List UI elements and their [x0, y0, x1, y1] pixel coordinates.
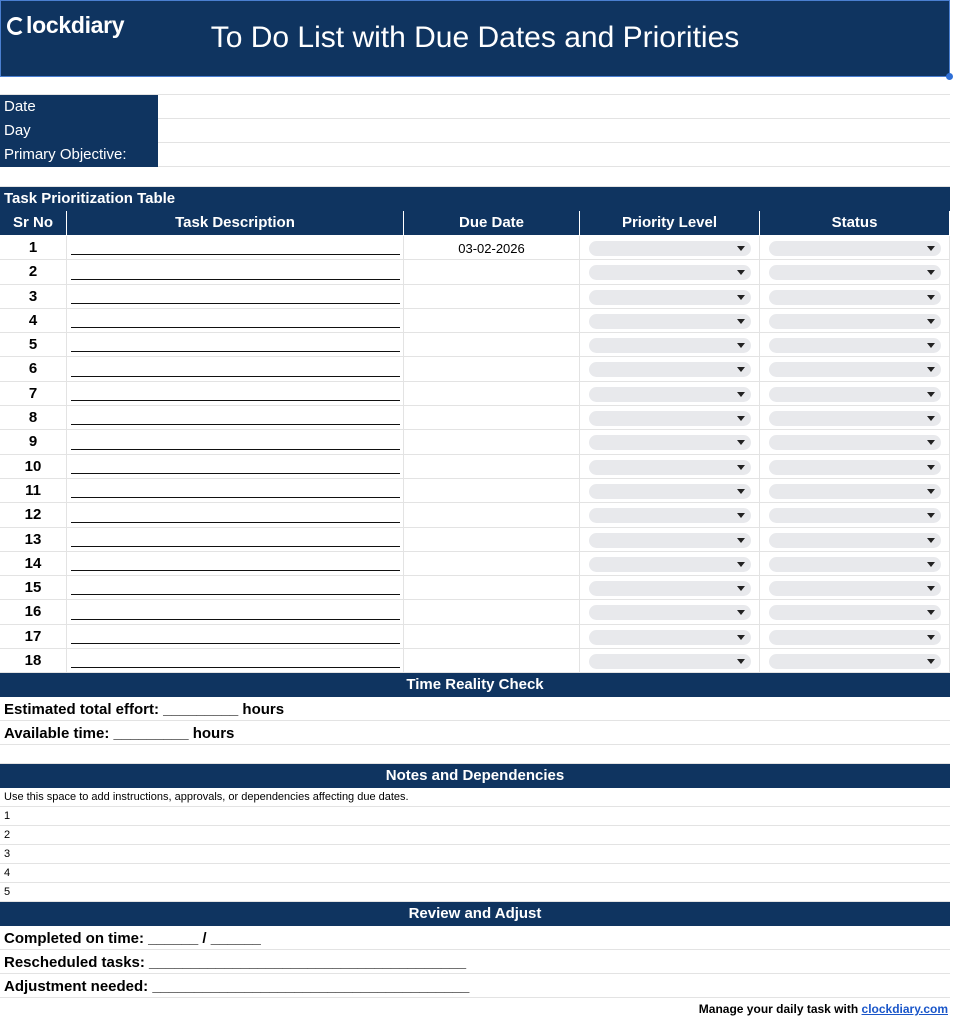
priority-level-cell: [580, 649, 760, 672]
task-description-cell[interactable]: [67, 285, 404, 308]
table-row: [0, 260, 950, 284]
sr-no-cell: 11: [0, 479, 67, 502]
priority-dropdown[interactable]: [589, 630, 751, 645]
priority-level-cell: [580, 333, 760, 356]
priority-level-cell: [580, 600, 760, 623]
page-header: [0, 0, 950, 77]
task-description-cell[interactable]: [67, 382, 404, 405]
priority-level-cell: [580, 552, 760, 575]
status-cell: [760, 455, 950, 478]
priority-dropdown[interactable]: [589, 654, 751, 669]
due-date-cell[interactable]: [404, 382, 580, 405]
sr-no-cell: 16: [0, 600, 67, 623]
task-description-cell[interactable]: [67, 333, 404, 356]
status-cell: [760, 503, 950, 526]
date-row[interactable]: [0, 95, 950, 119]
chevron-down-icon: [737, 513, 745, 518]
chevron-down-icon: [927, 440, 935, 445]
task-table-title: Task Prioritization Table: [0, 187, 950, 211]
status-dropdown[interactable]: [769, 290, 941, 305]
sr-no-cell: 7: [0, 382, 67, 405]
status-cell: [760, 649, 950, 672]
priority-dropdown[interactable]: [589, 241, 751, 256]
underline: [71, 546, 400, 547]
underline: [71, 400, 400, 401]
task-description-cell[interactable]: [67, 600, 404, 623]
due-date-cell[interactable]: [404, 552, 580, 575]
underline: [71, 279, 400, 280]
table-row: [0, 503, 950, 527]
note-line[interactable]: 2: [0, 826, 950, 845]
chevron-down-icon: [737, 489, 745, 494]
day-row[interactable]: [0, 119, 950, 143]
sr-no-cell: 15: [0, 576, 67, 599]
priority-dropdown[interactable]: [589, 362, 751, 377]
adjustment-needed[interactable]: Adjustment needed: ______________________________________: [0, 974, 950, 998]
task-table-header: [0, 211, 950, 235]
sr-no-cell: 2: [0, 260, 67, 283]
sr-no-cell: 14: [0, 552, 67, 575]
table-row: [0, 357, 950, 381]
status-dropdown[interactable]: [769, 508, 941, 523]
col-status: Status: [760, 211, 950, 235]
clockdiary-logo[interactable]: lockdiary: [7, 12, 124, 39]
chevron-down-icon: [737, 659, 745, 664]
objective-label: Primary Objective:: [0, 143, 158, 167]
chevron-down-icon: [927, 659, 935, 664]
priority-level-cell: [580, 576, 760, 599]
page-title: To Do List with Due Dates and Priorities: [210, 21, 740, 54]
chevron-down-icon: [927, 270, 935, 275]
task-description-cell[interactable]: [67, 309, 404, 332]
priority-level-cell: [580, 455, 760, 478]
priority-dropdown[interactable]: [589, 411, 751, 426]
sr-no-cell: 6: [0, 357, 67, 380]
chevron-down-icon: [927, 489, 935, 494]
table-row: [0, 600, 950, 624]
sr-no-cell: 17: [0, 625, 67, 648]
status-dropdown[interactable]: [769, 411, 941, 426]
status-dropdown[interactable]: [769, 362, 941, 377]
chevron-down-icon: [927, 635, 935, 640]
sr-no-cell: 9: [0, 430, 67, 453]
col-sr-no: Sr No: [0, 211, 67, 235]
chevron-down-icon: [737, 610, 745, 615]
status-cell: [760, 528, 950, 551]
sr-no-cell: 10: [0, 455, 67, 478]
chevron-down-icon: [927, 416, 935, 421]
due-date-cell[interactable]: [404, 357, 580, 380]
priority-dropdown[interactable]: [589, 605, 751, 620]
sr-no-cell: 13: [0, 528, 67, 551]
priority-level-cell: [580, 430, 760, 453]
priority-level-cell: [580, 406, 760, 429]
priority-dropdown[interactable]: [589, 533, 751, 548]
task-description-cell[interactable]: [67, 260, 404, 283]
due-date-cell[interactable]: [404, 406, 580, 429]
status-dropdown[interactable]: [769, 265, 941, 280]
chevron-down-icon: [927, 319, 935, 324]
due-date-cell[interactable]: [404, 576, 580, 599]
priority-level-cell: [580, 382, 760, 405]
day-label: Day: [0, 119, 158, 143]
chevron-down-icon: [737, 319, 745, 324]
completed-on-time[interactable]: Completed on time: ______ / ______: [0, 926, 950, 950]
due-date-cell[interactable]: [404, 503, 580, 526]
priority-dropdown[interactable]: [589, 265, 751, 280]
underline: [71, 619, 400, 620]
note-line[interactable]: 4: [0, 864, 950, 883]
underline: [71, 351, 400, 352]
chevron-down-icon: [927, 586, 935, 591]
task-description-cell[interactable]: [67, 430, 404, 453]
underline: [71, 497, 400, 498]
status-cell: [760, 285, 950, 308]
due-date-cell[interactable]: [404, 649, 580, 672]
underline: [71, 522, 400, 523]
status-dropdown[interactable]: [769, 460, 941, 475]
note-line[interactable]: 1: [0, 807, 950, 826]
priority-level-cell: [580, 260, 760, 283]
table-row: [0, 625, 950, 649]
chevron-down-icon: [737, 392, 745, 397]
table-row: [0, 382, 950, 406]
estimated-effort[interactable]: Estimated total effort: _________ hours: [0, 697, 950, 721]
priority-level-cell: [580, 528, 760, 551]
chevron-down-icon: [927, 610, 935, 615]
due-date-cell[interactable]: 03-02-2026: [404, 236, 580, 259]
table-row: [0, 285, 950, 309]
chevron-down-icon: [737, 538, 745, 543]
status-cell: [760, 260, 950, 283]
sr-no-cell: 1: [0, 236, 67, 259]
underline: [71, 570, 400, 571]
blank-row: [0, 167, 950, 187]
sr-no-cell: 18: [0, 649, 67, 672]
clockdiary-link[interactable]: clockdiary.com: [861, 1002, 948, 1016]
status-cell: [760, 357, 950, 380]
underline: [71, 254, 400, 255]
time-check-title: Time Reality Check: [0, 673, 950, 697]
priority-level-cell: [580, 357, 760, 380]
review-title: Review and Adjust: [0, 902, 950, 926]
table-row: [0, 430, 950, 454]
priority-level-cell: [580, 503, 760, 526]
blank-row: [0, 77, 950, 95]
status-dropdown[interactable]: [769, 314, 941, 329]
underline: [71, 594, 400, 595]
due-date-cell[interactable]: [404, 528, 580, 551]
table-row: [0, 406, 950, 430]
footer: Manage your daily task with clockdiary.com: [698, 1002, 948, 1016]
due-date-cell[interactable]: [404, 479, 580, 502]
chevron-down-icon: [927, 246, 935, 251]
task-description-cell[interactable]: [67, 528, 404, 551]
task-description-cell[interactable]: [67, 479, 404, 502]
priority-dropdown[interactable]: [589, 557, 751, 572]
table-row: [0, 309, 950, 333]
underline: [71, 327, 400, 328]
task-description-cell[interactable]: [67, 455, 404, 478]
chevron-down-icon: [737, 465, 745, 470]
chevron-down-icon: [737, 295, 745, 300]
due-date-cell[interactable]: [404, 260, 580, 283]
table-row: [0, 552, 950, 576]
task-description-cell[interactable]: [67, 649, 404, 672]
due-date-cell[interactable]: [404, 455, 580, 478]
priority-dropdown[interactable]: [589, 387, 751, 402]
task-description-cell[interactable]: [67, 357, 404, 380]
rescheduled-tasks[interactable]: Rescheduled tasks: ______________________________________: [0, 950, 950, 974]
status-dropdown[interactable]: [769, 484, 941, 499]
status-dropdown[interactable]: [769, 605, 941, 620]
status-cell: [760, 552, 950, 575]
status-dropdown[interactable]: [769, 581, 941, 596]
note-line[interactable]: 5: [0, 883, 950, 902]
status-cell: [760, 406, 950, 429]
col-task-description: Task Description: [67, 211, 404, 235]
sr-no-cell: 4: [0, 309, 67, 332]
due-date-cell[interactable]: [404, 600, 580, 623]
priority-dropdown[interactable]: [589, 508, 751, 523]
note-line[interactable]: 3: [0, 845, 950, 864]
chevron-down-icon: [927, 367, 935, 372]
date-label: Date: [0, 95, 158, 119]
task-description-cell[interactable]: [67, 503, 404, 526]
chevron-down-icon: [737, 270, 745, 275]
priority-level-cell: [580, 309, 760, 332]
status-dropdown[interactable]: [769, 241, 941, 256]
chevron-down-icon: [737, 416, 745, 421]
task-description-cell[interactable]: [67, 625, 404, 648]
status-dropdown[interactable]: [769, 630, 941, 645]
priority-dropdown[interactable]: [589, 290, 751, 305]
chevron-down-icon: [927, 465, 935, 470]
priority-level-cell: [580, 479, 760, 502]
underline: [71, 643, 400, 644]
col-due-date: Due Date: [404, 211, 580, 235]
underline: [71, 667, 400, 668]
sr-no-cell: 5: [0, 333, 67, 356]
sr-no-cell: 3: [0, 285, 67, 308]
chevron-down-icon: [737, 367, 745, 372]
chevron-down-icon: [737, 343, 745, 348]
priority-dropdown[interactable]: [589, 338, 751, 353]
table-row: [0, 479, 950, 503]
priority-dropdown[interactable]: [589, 435, 751, 450]
task-description-cell[interactable]: [67, 236, 404, 259]
chevron-down-icon: [927, 343, 935, 348]
table-row: [0, 528, 950, 552]
underline: [71, 424, 400, 425]
chevron-down-icon: [927, 295, 935, 300]
table-row: [0, 333, 950, 357]
priority-dropdown[interactable]: [589, 484, 751, 499]
status-cell: [760, 576, 950, 599]
table-row: [0, 236, 950, 260]
table-row: [0, 576, 950, 600]
priority-level-cell: [580, 625, 760, 648]
task-description-cell[interactable]: [67, 576, 404, 599]
status-dropdown[interactable]: [769, 533, 941, 548]
status-cell: [760, 309, 950, 332]
task-description-cell[interactable]: [67, 406, 404, 429]
priority-dropdown[interactable]: [589, 314, 751, 329]
status-cell: [760, 600, 950, 623]
due-date-cell[interactable]: [404, 285, 580, 308]
chevron-down-icon: [737, 440, 745, 445]
sr-no-cell: 12: [0, 503, 67, 526]
status-dropdown[interactable]: [769, 338, 941, 353]
underline: [71, 473, 400, 474]
col-priority-level: Priority Level: [580, 211, 760, 235]
chevron-down-icon: [737, 562, 745, 567]
status-cell: [760, 382, 950, 405]
task-table-body: [0, 236, 950, 673]
table-row: [0, 455, 950, 479]
chevron-down-icon: [927, 538, 935, 543]
priority-dropdown[interactable]: [589, 581, 751, 596]
chevron-down-icon: [737, 635, 745, 640]
underline: [71, 303, 400, 304]
blank-row: [0, 745, 950, 764]
sr-no-cell: 8: [0, 406, 67, 429]
priority-dropdown[interactable]: [589, 460, 751, 475]
notes-instruction: Use this space to add instructions, approvals, or dependencies affecting due dates.: [0, 788, 950, 807]
table-row: [0, 649, 950, 673]
available-time[interactable]: Available time: _________ hours: [0, 721, 950, 745]
due-date-cell[interactable]: [404, 430, 580, 453]
objective-row[interactable]: [0, 143, 950, 167]
status-dropdown[interactable]: [769, 654, 941, 669]
chevron-down-icon: [927, 513, 935, 518]
chevron-down-icon: [927, 562, 935, 567]
chevron-down-icon: [737, 246, 745, 251]
underline: [71, 376, 400, 377]
status-dropdown[interactable]: [769, 557, 941, 572]
due-date-cell[interactable]: [404, 625, 580, 648]
status-cell: [760, 333, 950, 356]
task-description-cell[interactable]: [67, 552, 404, 575]
status-cell: [760, 236, 950, 259]
status-dropdown[interactable]: [769, 387, 941, 402]
notes-title: Notes and Dependencies: [0, 764, 950, 788]
status-cell: [760, 625, 950, 648]
status-cell: [760, 479, 950, 502]
status-dropdown[interactable]: [769, 435, 941, 450]
chevron-down-icon: [737, 586, 745, 591]
priority-level-cell: [580, 236, 760, 259]
status-cell: [760, 430, 950, 453]
chevron-down-icon: [927, 392, 935, 397]
due-date-cell[interactable]: [404, 333, 580, 356]
due-date-cell[interactable]: [404, 309, 580, 332]
priority-level-cell: [580, 285, 760, 308]
underline: [71, 449, 400, 450]
